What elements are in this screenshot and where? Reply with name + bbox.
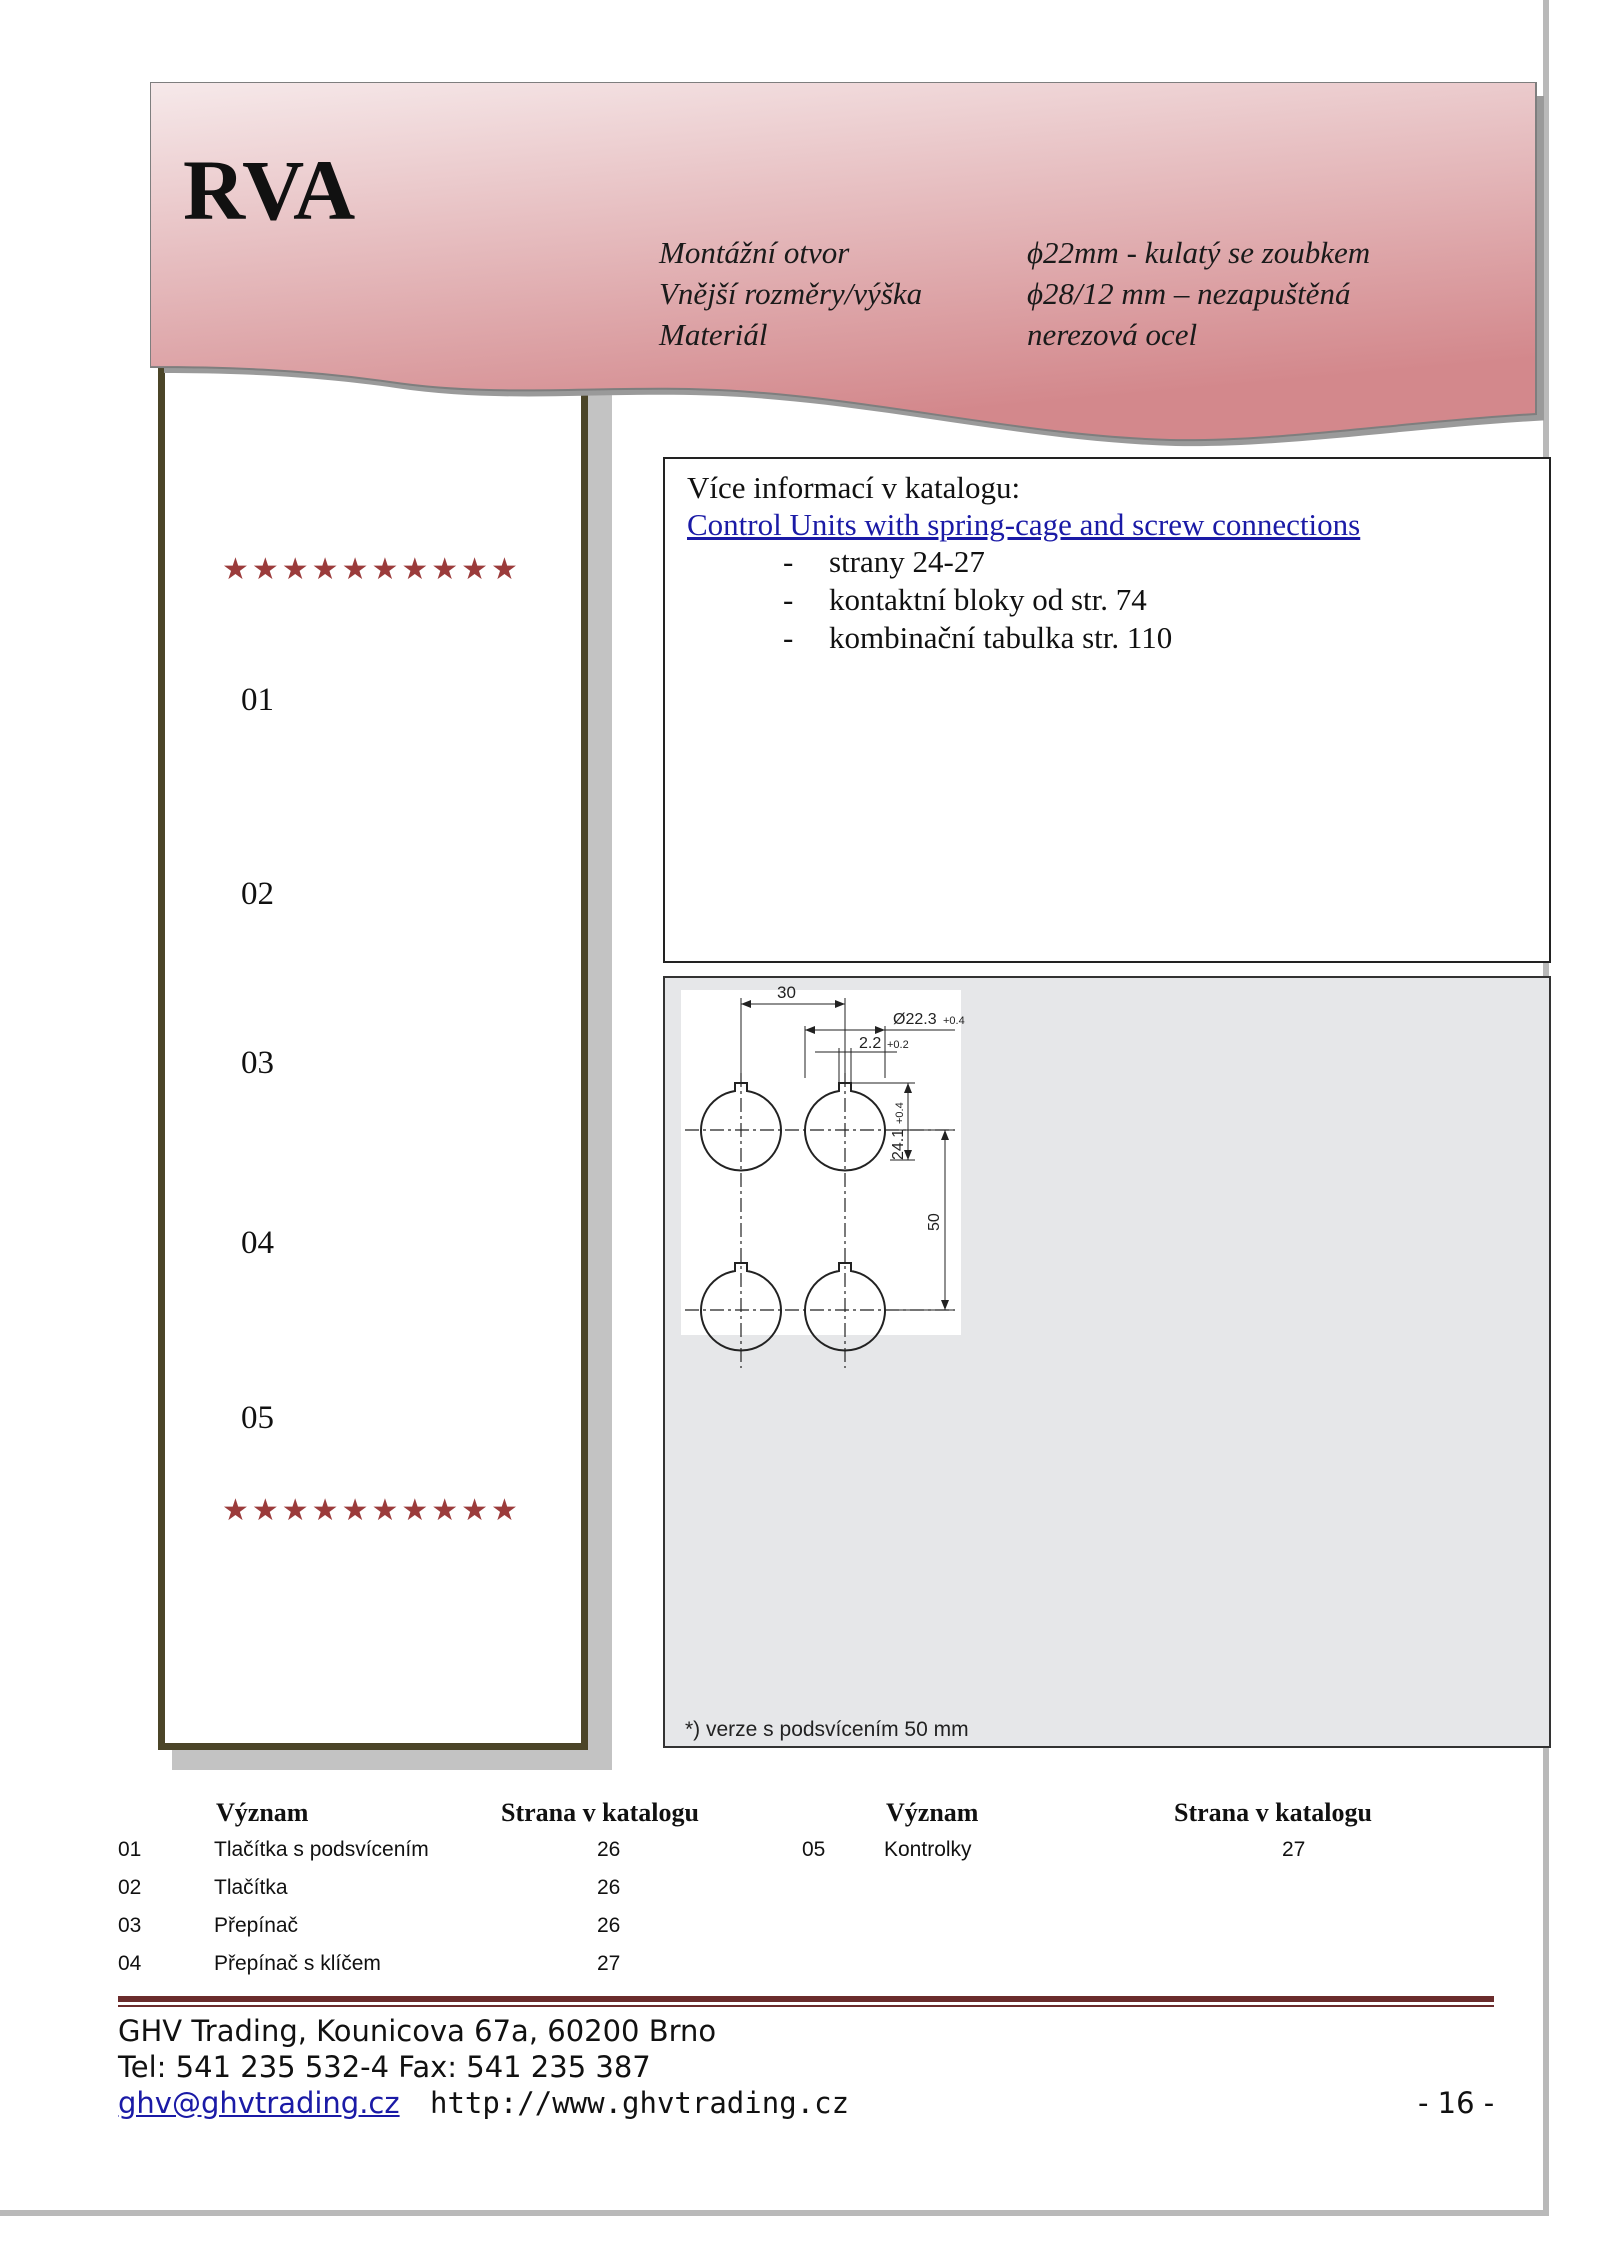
table-cell-page: 26	[597, 1838, 621, 1861]
footer-phones: Tel: 541 235 532-4 Fax: 541 235 387	[118, 2050, 651, 2084]
spec-labels	[659, 232, 922, 355]
spec-values	[1027, 232, 1370, 355]
list-item	[783, 619, 1172, 657]
mounting-hole-drawing	[665, 978, 1553, 1750]
footer-email-link[interactable]: ghv@ghvtrading.cz	[118, 2086, 400, 2120]
code-05: 05	[241, 1400, 274, 1436]
table-cell-meaning: Kontrolky	[884, 1838, 972, 1861]
mounting-drawing-panel	[663, 976, 1551, 1748]
table-cell-code: 04	[118, 1952, 142, 1975]
code-03: 03	[241, 1045, 274, 1081]
dim-label-key: 2.2	[859, 1035, 882, 1052]
dim-label-30: 30	[777, 983, 796, 1002]
table-header-page-left: Strana v katalogu	[501, 1798, 699, 1827]
dim-label-diameter: Ø22.3	[893, 1011, 937, 1028]
table-cell-page: 27	[597, 1952, 621, 1975]
footer-web-link[interactable]: http://www.ghvtrading.cz	[430, 2086, 850, 2120]
spec-label-mounting: Montážní otvor	[659, 235, 850, 270]
table-cell-code: 05	[802, 1838, 826, 1861]
star-divider-top: ★★★★★★★★★★	[222, 552, 521, 587]
page-edge-bottom	[0, 2210, 1549, 2216]
list-item-text: kombinační tabulka str. 110	[829, 620, 1173, 655]
code-04: 04	[241, 1225, 274, 1261]
list-item-text: kontaktní bloky od str. 74	[829, 582, 1147, 617]
page-number: - 16 -	[1418, 2086, 1495, 2120]
table-cell-meaning: Přepínač	[214, 1914, 299, 1937]
footer-rule-thin	[118, 2005, 1494, 2007]
spec-label-dimensions: Vnější rozměry/výška	[659, 276, 923, 311]
catalog-link[interactable]: Control Units with spring-cage and screw connections	[687, 507, 1361, 542]
list-dash: -	[783, 544, 794, 579]
table-cell-code: 02	[118, 1876, 142, 1899]
spec-value-material: nerezová ocel	[1027, 317, 1198, 352]
list-item-text: strany 24-27	[829, 544, 985, 579]
table-header-meaning-right: Význam	[886, 1798, 979, 1827]
page-title: RVA	[183, 142, 356, 238]
dim-label-diameter-tol: +0.4	[943, 1015, 965, 1027]
list-item	[783, 543, 1172, 581]
table-cell-page: 26	[597, 1914, 621, 1937]
spec-value-mounting: ϕ22mm - kulatý se zoubkem	[1027, 235, 1371, 270]
table-header-page-right: Strana v katalogu	[1174, 1798, 1372, 1827]
footer-rule	[118, 1996, 1494, 2002]
code-01: 01	[241, 682, 274, 718]
table-cell-meaning: Přepínač s klíčem	[214, 1952, 381, 1975]
table-cell-meaning: Tlačítka s podsvícením	[214, 1838, 429, 1861]
list-item	[783, 581, 1172, 619]
spec-label-material: Materiál	[659, 317, 768, 352]
spec-value-dimensions: ϕ28/12 mm – nezapuštěná	[1027, 276, 1351, 311]
catalog-info-heading: Více informací v katalogu:	[687, 470, 1021, 505]
table-cell-page: 27	[1282, 1838, 1306, 1861]
footer-address: GHV Trading, Kounicova 67a, 60200 Brno	[118, 2014, 717, 2048]
table-cell-meaning: Tlačítka	[214, 1876, 288, 1899]
table-cell-code: 01	[118, 1838, 142, 1861]
drawing-note: *) verze s podsvícením 50 mm	[685, 1718, 969, 1741]
catalog-info-list	[783, 543, 1172, 657]
table-header-meaning-left: Význam	[216, 1798, 309, 1827]
list-dash: -	[783, 582, 794, 617]
dim-label-key-tol: +0.2	[887, 1039, 909, 1051]
dim-label-50: 50	[926, 1213, 943, 1231]
dim-label-24-tol: +0.4	[894, 1102, 906, 1124]
star-divider-bottom: ★★★★★★★★★★	[222, 1493, 521, 1528]
table-cell-page: 26	[597, 1876, 621, 1899]
code-02: 02	[241, 876, 274, 912]
catalog-info-box	[663, 457, 1551, 963]
dim-label-24: 24.1	[890, 1128, 907, 1160]
table-cell-code: 03	[118, 1914, 142, 1937]
list-dash: -	[783, 620, 794, 655]
